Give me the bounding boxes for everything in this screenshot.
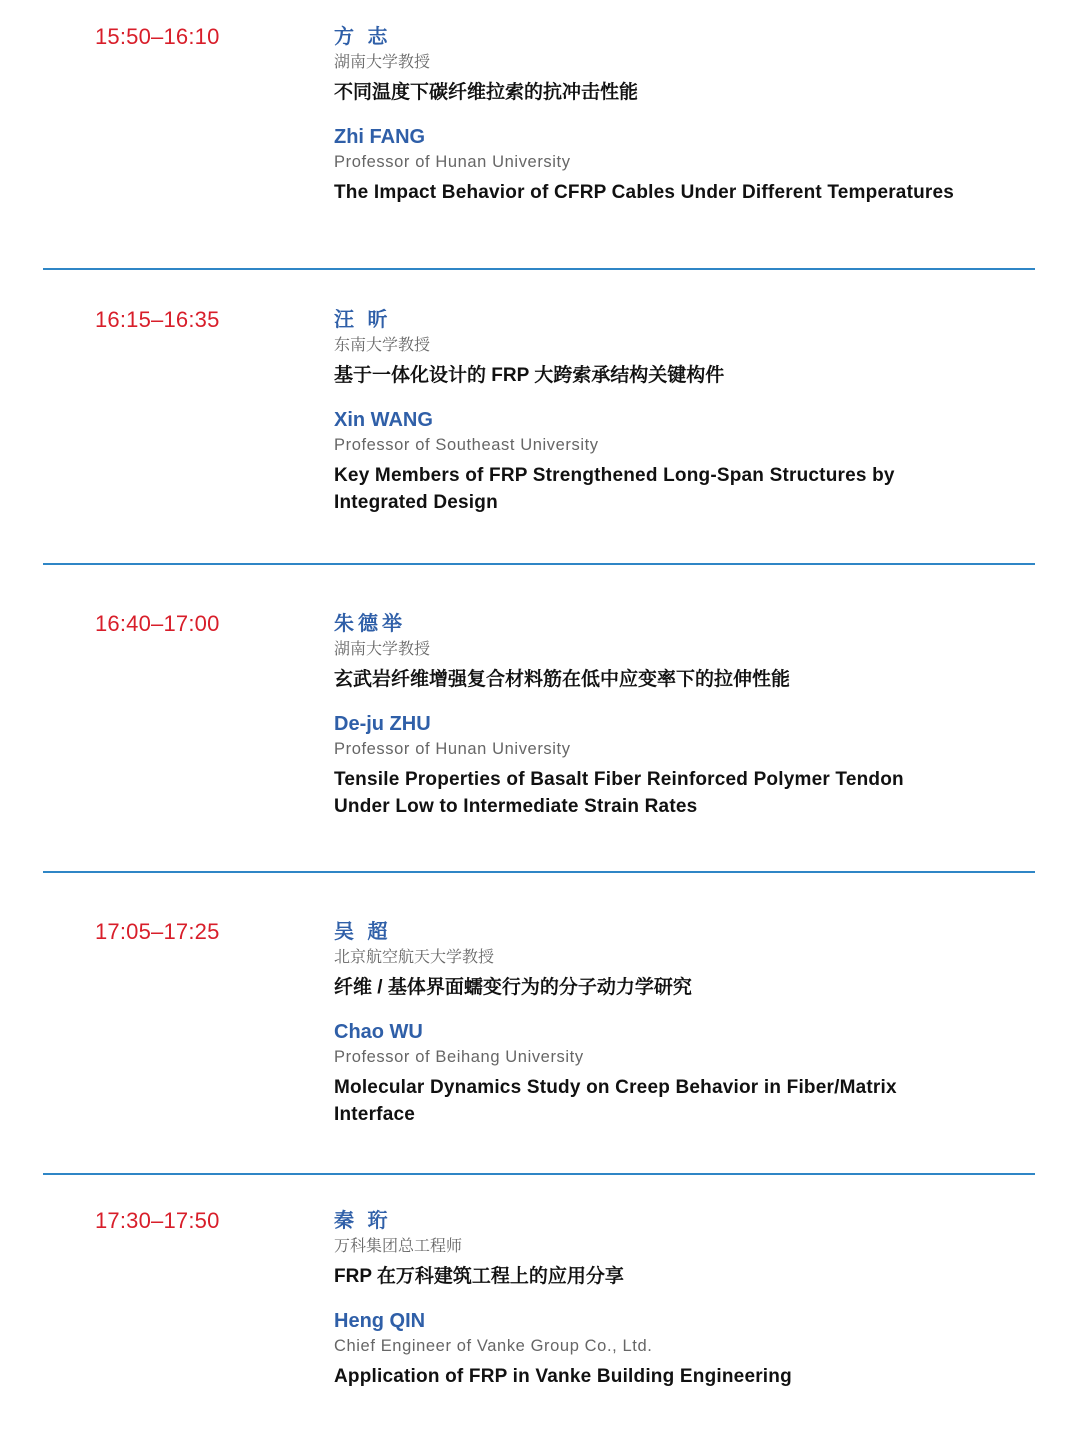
speaker-name-cn: 朱德举 — [334, 613, 406, 635]
speaker-affiliation-cn: 湖南大学教授 — [334, 54, 431, 71]
talk-title-cn: 玄武岩纤维增强复合材料筋在低中应变率下的拉伸性能 — [334, 669, 791, 690]
speaker-affiliation-en: Professor of Beihang University — [334, 1048, 584, 1066]
section-divider — [43, 871, 1035, 873]
talk-title-en: The Impact Behavior of CFRP Cables Under Different Temperatures — [334, 182, 955, 203]
section-divider — [43, 563, 1035, 565]
speaker-name-en: Heng QIN — [334, 1310, 426, 1332]
session-time: 15:50–16:10 — [95, 24, 220, 49]
speaker-name-en: Zhi FANG — [334, 126, 426, 148]
section-divider — [43, 1173, 1035, 1175]
speaker-affiliation-en: Professor of Hunan University — [334, 153, 571, 171]
speaker-affiliation-cn: 万科集团总工程师 — [334, 1238, 463, 1255]
session-time: 17:05–17:25 — [95, 919, 220, 944]
speaker-name-cn: 秦 珩 — [334, 1210, 392, 1232]
talk-title-en: Application of FRP in Vanke Building Engineering — [334, 1366, 792, 1387]
session-details — [334, 24, 1034, 206]
talk-title-en: Key Members of FRP Strengthened Long-Span Structures by Integrated Design — [334, 465, 895, 513]
speaker-affiliation-en: Professor of Southeast University — [334, 436, 599, 454]
session-time: 16:15–16:35 — [95, 307, 220, 332]
talk-title-cn: 不同温度下碳纤维拉索的抗冲击性能 — [334, 82, 639, 103]
session-time: 16:40–17:00 — [95, 611, 220, 636]
session-details — [334, 307, 1034, 516]
speaker-name-en: Chao WU — [334, 1021, 423, 1043]
speaker-name-cn: 吴 超 — [334, 921, 392, 943]
speaker-name-cn: 汪 昕 — [334, 309, 392, 331]
session-time: 17:30–17:50 — [95, 1208, 220, 1233]
session-details — [334, 611, 1034, 820]
talk-title-cn: FRP 在万科建筑工程上的应用分享 — [334, 1266, 624, 1287]
talk-title-cn: 基于一体化设计的 FRP 大跨索承结构关键构件 — [334, 365, 725, 386]
speaker-affiliation-cn: 北京航空航天大学教授 — [334, 949, 495, 966]
speaker-affiliation-en: Professor of Hunan University — [334, 740, 571, 758]
session-details — [334, 1208, 1034, 1390]
speaker-affiliation-cn: 东南大学教授 — [334, 337, 431, 354]
session-details — [334, 919, 1034, 1128]
speaker-name-en: Xin WANG — [334, 409, 433, 431]
speaker-name-cn: 方 志 — [334, 26, 392, 48]
section-divider — [43, 268, 1035, 270]
speaker-affiliation-cn: 湖南大学教授 — [334, 641, 431, 658]
speaker-affiliation-en: Chief Engineer of Vanke Group Co., Ltd. — [334, 1337, 653, 1355]
speaker-name-en: De-ju ZHU — [334, 713, 431, 735]
talk-title-en: Tensile Properties of Basalt Fiber Reinforced Polymer Tendon Under Low to Intermediate Strain Rates — [334, 769, 904, 817]
talk-title-cn: 纤维 / 基体界面蠕变行为的分子动力学研究 — [334, 977, 692, 998]
talk-title-en: Molecular Dynamics Study on Creep Behavior in Fiber/Matrix Interface — [334, 1077, 897, 1125]
